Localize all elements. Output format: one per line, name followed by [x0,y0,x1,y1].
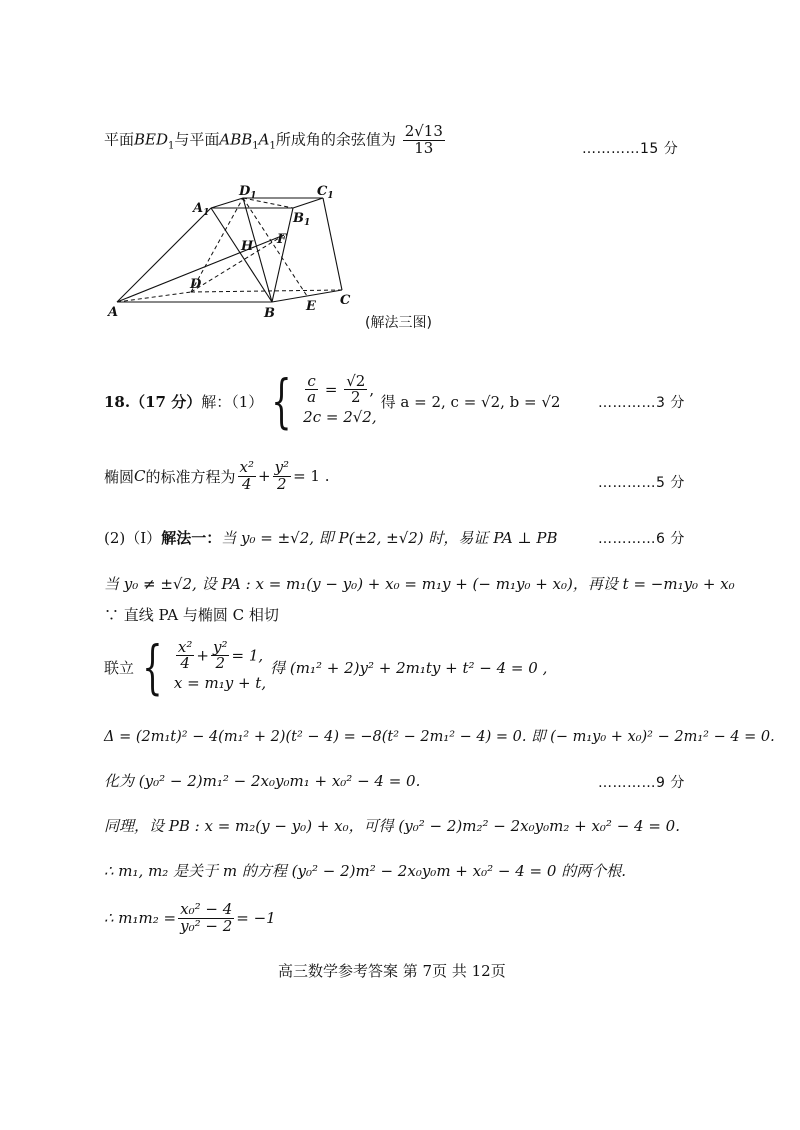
roots-line: ∴ m₁, m₂ 是关于 m 的方程 (y₀² − 2)m² − 2x₀y₀m + x₀² − 4 = 0 的两个根. [104,862,626,880]
text-with-plane: 与平面 [174,130,220,149]
part2-head: (2)（Ⅰ） [104,529,162,547]
label-e: E [306,299,316,314]
label-h: H [241,239,254,254]
score-6: …………6 分 [598,531,685,547]
label-d: D [190,277,202,292]
delta-line: Δ = (2m₁t)² − 4(m₁² + 2)(t² − 4) = −8(t² − 2m₁² − 4) = 0. 即 (− m₁y₀ + x₀)² − 2m₁² − 4 = 0. [104,729,775,745]
score-15: …………15 分 [582,141,679,157]
method-one: 解法一： [161,529,222,547]
label-c: C [340,293,351,308]
edge-c-c1 [323,198,342,290]
ellipse-c: C [134,467,146,486]
label-a1: $A_1$ [193,201,210,218]
figure-caption: (解法三图) [365,315,432,331]
edge-b1-c1 [293,198,323,208]
q18-row2: 2c = 2√2, [303,408,377,426]
hidden-d-f [191,235,284,292]
text-plane: 平面 [104,130,135,149]
simplify-line: 化为 (y₀² − 2)m₁² − 2x₀y₀m₁ + x₀² − 4 = 0. [104,772,421,790]
label-a: A [108,305,119,320]
left-brace: { [142,633,163,701]
ellipse-line: 椭圆 C 的标准方程为 $\frac{\text{x²}}{4}$ + $\frac{\text{y²}}{2}$ = 1 . [104,458,330,493]
system-result: 得 (m₁² + 2)y² + 2m₁ty + t² − 4 = 0 , [270,658,548,677]
label-d1: $D_1$ [239,184,257,201]
pb-line: 同理，设 PB : x = m₂(y − y₀) + x₀，可得 (y₀² − 2)m₂² − 2x₀y₀m₂ + x₀² − 4 = 0. [104,817,680,835]
part2-body: 当 y₀ = ±√2, 即 P(±2, ±√2) 时，易证 PA ⊥ PB [221,529,558,547]
score-3: …………3 分 [598,395,685,411]
product-num: x₀² − 4 [178,902,234,919]
q18-head: 18.（17 分） [104,392,202,411]
part2-line [104,527,558,548]
tangent-line: ∵ 直线 PA 与椭圆 C 相切 [104,606,279,624]
product-line [104,902,276,935]
edge-a1-d1 [211,198,243,208]
system-row1: $\frac{\text{x²}}{4}$ + $\frac{\text{y²}}{2}$ = 1, [177,637,264,673]
cos-fraction [403,124,445,157]
edge-b-b1 [272,208,293,302]
text-ellipse: 椭圆 [104,467,135,486]
system-line [104,634,547,700]
q18-jie: 解：（1） [201,392,264,411]
q18-result: 得 a = 2, c = √2, b = √2 [380,392,561,411]
product-tail: = −1 [236,909,276,928]
q18-line [104,368,560,434]
text-lianli: 联立 [104,658,135,677]
label-f: F [277,232,287,247]
plane-bed: BED [134,130,169,149]
label-b: B [264,306,275,321]
edge-a1-b [211,208,272,302]
score-5: …………5 分 [598,475,685,491]
label-c1: $C_1$ [317,184,334,201]
cosine-line: 平面$BED_1$与平面$ABB_1A_1$所成角的余弦值为 $\frac{2√13}{13}$ [104,122,443,157]
q18-row1: $\frac{c}{a}$ = $\frac{√2}{2}$ , [307,371,375,407]
text-angle-cos: 所成角的余弦值为 [275,130,396,149]
q18-system [263,367,377,435]
text-standard-eq: 的标准方程为 [145,467,236,486]
score-9: …………9 分 [598,775,685,791]
label-b1: $B_1$ [293,211,311,228]
product-pre: ∴ m₁m₂ = [104,909,177,928]
page-footer: 高三数学参考答案 第 7页 共 12页 [278,962,506,980]
plane-abb: ABB [219,130,253,149]
cos-den: 13 [414,138,434,157]
product-den: y₀² − 2 [180,916,233,935]
left-brace: { [271,367,292,435]
system-row2: x = m₁y + t, [173,674,267,692]
ellipse-tail: = 1 . [293,467,330,486]
hidden-d-c [191,290,342,292]
pa-line: 当 y₀ ≠ ±√2, 设 PA : x = m₁(y − y₀) + x₀ = m₁y + (− m₁y₀ + x₀)，再设 t = −m₁y₀ + x₀ [104,575,735,593]
cos-num: 2√13 [404,122,443,140]
